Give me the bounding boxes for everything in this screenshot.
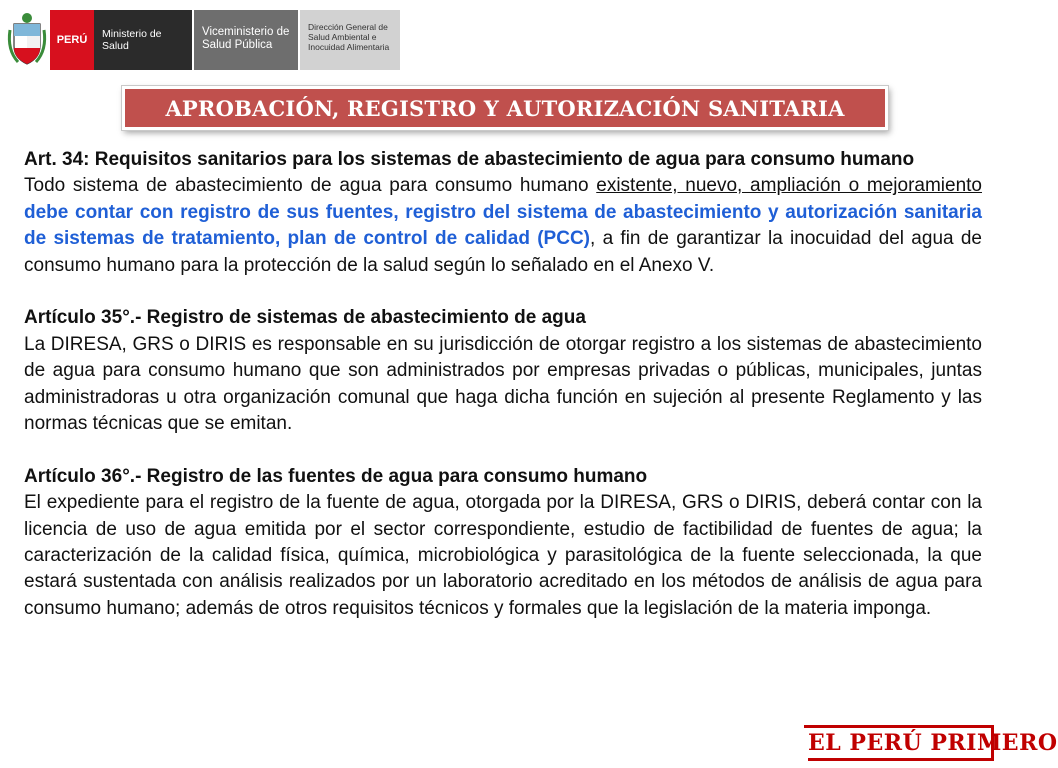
el-peru-primero-logo [804,725,1058,761]
vice-ministry-label: Viceministerio de Salud Pública [194,10,298,70]
article-34-text-after: , a fin de garantizar la inocuidad del agua de consumo humano para la protección de la salud según lo señalado en el Anexo V. [24,228,982,276]
article-34-highlight: debe contar con registro de sus fuentes, registro del sistema de abastecimiento y autorización sanitaria de sistemas de tratamiento, plan de control de calidad (PCC) [24,201,982,250]
logo-text: EL PERÚ PRIMERO [808,730,1058,756]
document-body [24,147,982,622]
article-34-text-before: Todo sistema de abastecimiento de agua para consumo humano [24,175,597,197]
article-36-heading: Artículo 36°.- Registro de las fuentes de agua para consumo humano [24,465,648,487]
ministry-label: Ministerio de Salud [94,10,192,70]
article-35-heading: Artículo 35°.- Registro de sistemas de abastecimiento de agua [24,307,586,329]
peru-label: PERÚ [50,10,94,70]
article-35-text: La DIRESA, GRS o DIRIS es responsable en su jurisdicción de otorgar registro a los sistemas de abastecimiento de agua para consumo humano que son administrados por empresas privadas o públicas, municipales, juntas administradoras u otra organización comunal que haga dicha función en sujeción al presente Reglamento y las normas técnicas que se emitan. [24,333,982,435]
coat-of-arms-icon [8,10,46,70]
article-35 [24,305,982,437]
header-logo-bar [8,10,400,70]
article-34-underlined-text: existente, nuevo, ampliación o mejoramiento [596,175,982,197]
title-banner [122,86,888,130]
article-34-heading: Art. 34: Requisitos sanitarios para los sistemas de abastecimiento de agua para consumo humano [24,149,915,170]
logo-underline [808,758,994,761]
article-36 [24,464,982,622]
article-36-text: El expediente para el registro de la fuente de agua, otorgada por la DIRESA, GRS o DIRIS, deberá contar con la licencia de uso de agua emitida por el sector correspondiente, estudio de factibilidad de fuentes de agua; la caracterización de la calidad física, química, microbiológica y parasitológica de la fuente seleccionada, la que estará sustentada con análisis realizados por un laboratorio acreditado en los métodos de análisis de agua para consumo humano; además de otros requisitos técnicos y formales que la legislación de la materia imponga. [24,492,982,619]
page-title: APROBACIÓN, REGISTRO Y AUTORIZACIÓN SANITARIA [165,95,845,121]
directorate-label: Dirección General de Salud Ambiental e Inocuidad Alimentaria [300,10,400,70]
article-34 [24,147,982,279]
